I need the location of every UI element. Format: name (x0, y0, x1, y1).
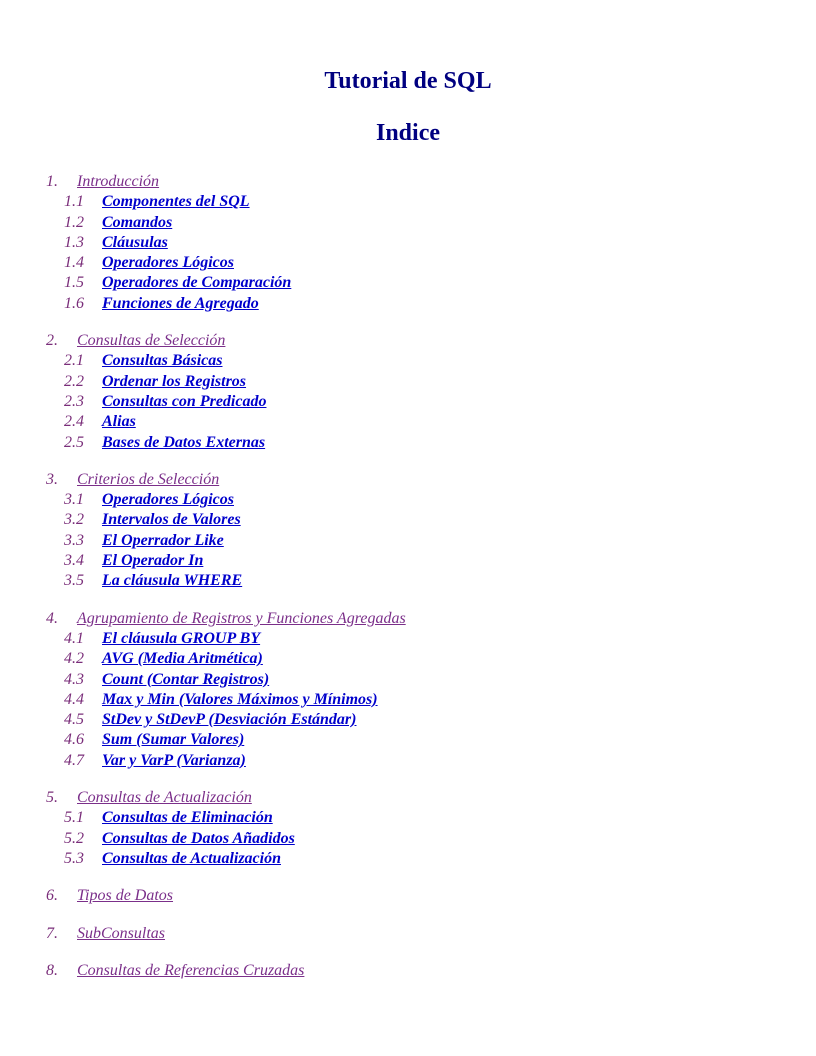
subsection-link[interactable]: Consultas de Actualización (102, 849, 281, 867)
toc-subsection-row (46, 649, 786, 669)
subsection-number: 2.3 (64, 392, 84, 410)
toc-subsection-row (46, 571, 786, 591)
subsection-link[interactable]: El Operador In (102, 552, 204, 570)
toc-section-row (46, 609, 786, 629)
subsection-number: 3.4 (64, 552, 84, 570)
toc-section (46, 172, 786, 314)
section-number: 7. (46, 924, 58, 942)
section-number: 6. (46, 887, 58, 905)
toc-section-row (46, 886, 786, 906)
subsection-number: 4.5 (64, 711, 84, 729)
subsection-link[interactable]: La cláusula WHERE (102, 572, 243, 590)
subsection-number: 3.1 (64, 491, 84, 509)
subsection-number: 1.2 (64, 213, 84, 231)
toc-section (46, 331, 786, 453)
subsection-link[interactable]: Max y Min (Valores Máximos y Mínimos) (102, 690, 378, 708)
subsection-link[interactable]: Count (Contar Registros) (102, 670, 270, 688)
section-number: 2. (46, 332, 58, 350)
subsection-number: 4.3 (64, 670, 84, 688)
subsection-link[interactable]: Funciones de Agregado (102, 294, 259, 312)
subsection-link[interactable]: StDev y StDevP (Desviación Estándar) (102, 711, 357, 729)
subsection-number: 1.1 (64, 193, 84, 211)
subsection-link[interactable]: Var y VarP (Varianza) (102, 751, 246, 769)
toc-subsection-row (46, 730, 786, 750)
subsection-link[interactable]: Alias (102, 413, 136, 431)
subsection-number: 2.1 (64, 352, 84, 370)
toc-section-row (46, 924, 786, 944)
section-number: 5. (46, 789, 58, 807)
document-title: Tutorial de SQL (324, 68, 492, 94)
subsection-number: 1.5 (64, 274, 84, 292)
toc-subsection-row (46, 690, 786, 710)
subsection-link[interactable]: AVG (Media Aritmética) (102, 650, 263, 668)
subsection-number: 1.4 (64, 254, 84, 272)
toc-section (46, 961, 786, 981)
table-of-contents (46, 172, 786, 998)
section-link[interactable]: Agrupamiento de Registros y Funciones Agregadas (77, 609, 406, 627)
toc-section-row (46, 788, 786, 808)
toc-subsection-row (46, 751, 786, 771)
section-link[interactable]: Criterios de Selección (77, 470, 220, 488)
toc-section-row (46, 470, 786, 490)
section-number: 1. (46, 173, 58, 190)
section-number: 8. (46, 961, 58, 979)
section-link[interactable]: Tipos de Datos (77, 887, 174, 905)
toc-subsection-row (46, 551, 786, 571)
subsection-link[interactable]: El Operrador Like (102, 531, 224, 549)
subsection-number: 5.2 (64, 829, 84, 847)
toc-subsection-row (46, 808, 786, 828)
toc-subsection-row (46, 510, 786, 530)
subsection-link[interactable]: Ordenar los Registros (102, 372, 247, 390)
toc-section-row (46, 331, 786, 351)
toc-subsection-row (46, 849, 786, 869)
toc-subsection-row (46, 273, 786, 293)
subsection-number: 3.5 (64, 572, 84, 590)
subsection-number: 4.6 (64, 731, 84, 749)
subsection-number: 4.1 (64, 629, 84, 647)
subsection-link[interactable]: Intervalos de Valores (102, 511, 241, 529)
toc-subsection-row (46, 670, 786, 690)
toc-section-row (46, 961, 786, 981)
toc-subsection-row (46, 412, 786, 432)
subsection-link[interactable]: Componentes del SQL (102, 193, 250, 211)
section-link[interactable]: Consultas de Selección (77, 332, 226, 350)
section-link[interactable]: Consultas de Actualización (77, 789, 252, 807)
section-link[interactable]: Consultas de Referencias Cruzadas (77, 961, 305, 979)
toc-section (46, 788, 786, 869)
toc-subsection-row (46, 294, 786, 314)
subsection-number: 2.5 (64, 433, 84, 451)
subsection-number: 4.2 (64, 650, 84, 668)
subsection-number: 2.2 (64, 372, 84, 390)
toc-section (46, 924, 786, 944)
subsection-number: 5.3 (64, 849, 84, 867)
index-heading: Indice (375, 120, 440, 146)
subsection-number: 4.4 (64, 690, 84, 708)
toc-subsection-row (46, 710, 786, 730)
toc-subsection-row (46, 233, 786, 253)
toc-subsection-row (46, 372, 786, 392)
subsection-number: 1.3 (64, 233, 84, 251)
subsection-number: 4.7 (64, 751, 84, 769)
toc-subsection-row (46, 392, 786, 412)
toc-section-row (46, 172, 786, 192)
subsection-link[interactable]: El cláusula GROUP BY (102, 629, 261, 647)
subsection-link[interactable]: Cláusulas (102, 233, 168, 251)
toc-subsection-row (46, 490, 786, 510)
subsection-link[interactable]: Sum (Sumar Valores) (102, 731, 245, 749)
toc-section (46, 609, 786, 771)
subsection-link[interactable]: Consultas de Eliminación (102, 809, 273, 827)
section-number: 3. (46, 470, 58, 488)
toc-section (46, 470, 786, 592)
toc-subsection-row (46, 531, 786, 551)
section-link[interactable]: SubConsultas (77, 924, 166, 942)
toc-subsection-row (46, 213, 786, 233)
subsection-link[interactable]: Comandos (102, 213, 173, 231)
subsection-link[interactable]: Consultas Básicas (102, 352, 223, 370)
subsection-link[interactable]: Consultas de Datos Añadidos (102, 829, 295, 847)
subsection-number: 3.2 (64, 511, 84, 529)
subsection-number: 3.3 (64, 531, 84, 549)
toc-subsection-row (46, 629, 786, 649)
subsection-link[interactable]: Operadores Lógicos (102, 491, 234, 509)
toc-subsection-row (46, 433, 786, 453)
toc-section (46, 886, 786, 906)
subsection-link[interactable]: Bases de Datos Externas (102, 433, 266, 451)
subsection-number: 2.4 (64, 413, 84, 431)
subsection-link[interactable]: Operadores de Comparación (102, 274, 292, 292)
toc-subsection-row (46, 351, 786, 371)
subsection-link[interactable]: Operadores Lógicos (102, 254, 234, 272)
section-number: 4. (46, 609, 58, 627)
subsection-link[interactable]: Consultas con Predicado (102, 392, 267, 410)
toc-subsection-row (46, 192, 786, 212)
toc-subsection-row (46, 829, 786, 849)
subsection-number: 1.6 (64, 294, 84, 312)
subsection-number: 5.1 (64, 809, 84, 827)
section-link[interactable]: Introducción (77, 173, 160, 190)
toc-subsection-row (46, 253, 786, 273)
